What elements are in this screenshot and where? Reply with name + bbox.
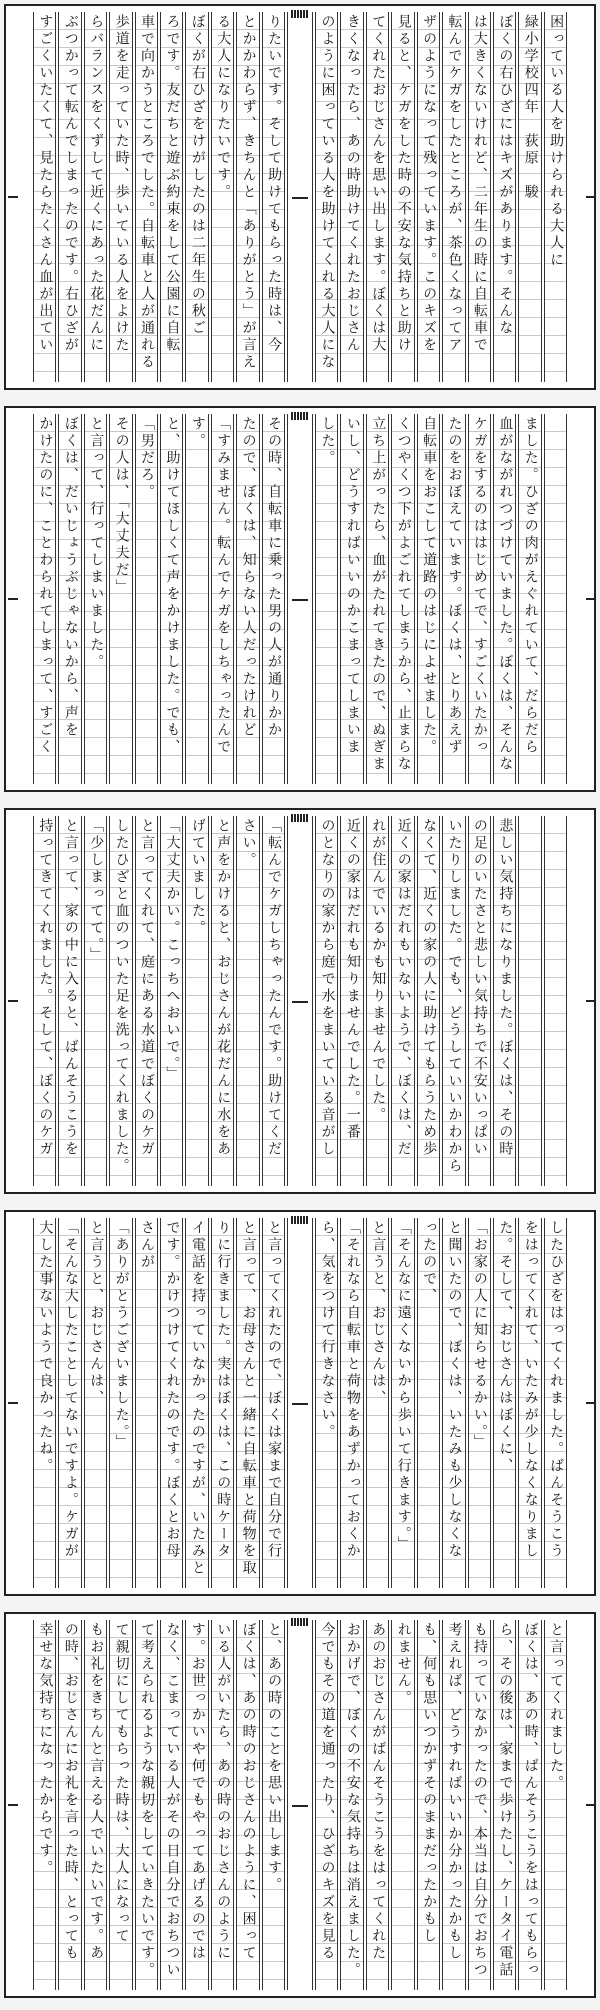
column-text: らバランスをくずして近くにあった花だんに xyxy=(88,14,105,354)
column-text: と言って、家の中に入ると、ばんそうこうを xyxy=(62,818,79,1158)
column-text: 車で向かうところでした。自転車と人が通れる xyxy=(139,14,156,371)
column-text: りたいです。そして助けてもらった時は、今 xyxy=(266,14,283,354)
column-text: も、何も思いつかずそのままだったかもし xyxy=(421,1622,438,1945)
manuscript-column xyxy=(262,414,285,784)
column-text: ました。ひざの肉がえぐれていて、だらだら xyxy=(522,416,539,756)
manuscript-column xyxy=(58,1218,81,1588)
center-gutter xyxy=(287,816,313,1186)
column-text: のとなりの家から庭で水をまいている音がし xyxy=(319,818,336,1158)
manuscript-column xyxy=(211,816,234,1186)
manuscript-column xyxy=(391,816,414,1186)
column-text: ケガをするのははじめてで、すごくいたかっ xyxy=(471,416,488,756)
manuscript-column xyxy=(366,414,389,784)
manuscript-column xyxy=(315,12,338,382)
column-text: おかげで、ぼくの不安な気持ちは消えました。 xyxy=(344,1622,361,1979)
column-text: 「男だろ。 xyxy=(139,416,156,501)
column-text: 近くの家はだれもいないようで、ぼくは、だ xyxy=(395,818,412,1158)
column-text: ぼくは、あの時のおじさんのように、困って xyxy=(240,1622,257,1962)
manuscript-column xyxy=(544,12,567,382)
manuscript-column xyxy=(518,1218,541,1588)
manuscript-sheet xyxy=(4,1612,596,1998)
manuscript-column xyxy=(109,414,132,784)
manuscript-column xyxy=(160,12,183,382)
column-text: 「お家の人に知らせるかい。」 xyxy=(471,1220,488,1451)
column-text: くつやくつ下がよごれてしまうから、止まらな xyxy=(395,416,412,773)
manuscript-column xyxy=(84,12,107,382)
manuscript-column xyxy=(366,816,389,1186)
manuscript-column xyxy=(109,1218,132,1588)
column-text: きくなったら、あの時助けてくれたおじさん xyxy=(344,14,361,354)
manuscript-column xyxy=(442,12,465,382)
column-text: ぼくは、だいじょうぶじゃないから、声を xyxy=(62,416,79,739)
column-text: ったので、 xyxy=(421,1220,438,1305)
column-text: その人は、「大丈夫だ」 xyxy=(113,416,130,596)
column-text: と聞いたので、ぼくは、いたみも少しなくな xyxy=(446,1220,463,1560)
column-text: てくれたおじさんを思い出します。ぼくは大 xyxy=(370,14,387,354)
manuscript-column xyxy=(135,1620,158,1990)
column-text: と言うと、おじさんは、 xyxy=(370,1220,387,1407)
column-text: 近くの家はだれも知りませんでした。一番 xyxy=(344,818,361,1141)
manuscript-column xyxy=(468,1620,491,1990)
manuscript-column xyxy=(33,414,56,784)
column-text: したひざと血のついた足を洗ってくれました。 xyxy=(113,818,130,1175)
manuscript-column xyxy=(442,816,465,1186)
manuscript-column xyxy=(58,414,81,784)
binding-mark xyxy=(586,598,596,600)
manuscript-column xyxy=(391,414,414,784)
column-text: と言ってくれました。 xyxy=(548,1622,565,1792)
column-text: のように困っている人を助けてくれる大人にな xyxy=(319,14,336,371)
column-text: です。かけつけてくれたのです。ぼくとお母 xyxy=(164,1220,181,1560)
manuscript-column xyxy=(493,12,516,382)
column-text: と言って、行ってしまいました。 xyxy=(88,416,105,671)
manuscript-column xyxy=(236,1620,259,1990)
column-text: ぼくの右ひざにはキズがあります。そんな xyxy=(497,14,514,337)
manuscript-column xyxy=(544,816,567,1186)
manuscript-column xyxy=(84,1218,107,1588)
column-text: げていました。 xyxy=(189,818,206,937)
gutter-mark xyxy=(292,599,308,601)
manuscript-column xyxy=(518,12,541,382)
column-text: 自転車をおこして道路のはじによせました。 xyxy=(421,416,438,756)
manuscript-column xyxy=(468,12,491,382)
binding-mark xyxy=(586,1804,596,1806)
gutter-mark xyxy=(292,1403,308,1405)
manuscript-column xyxy=(211,12,234,382)
manuscript-column xyxy=(262,12,285,382)
manuscript-column xyxy=(185,816,208,1186)
gutter-ornament xyxy=(291,1618,309,1626)
manuscript-column xyxy=(236,816,259,1186)
column-text: 「そんなに遠くないから歩いて行きます。」 xyxy=(395,1220,412,1553)
manuscript-column xyxy=(33,816,56,1186)
gutter-ornament xyxy=(291,1216,309,1224)
column-text: て考えられるような親切をしていきたいです。 xyxy=(139,1622,156,1979)
manuscript-column xyxy=(417,1218,440,1588)
center-gutter xyxy=(287,1620,313,1990)
column-text: 「大丈夫かい。こっちへおいで。」 xyxy=(164,818,181,1083)
column-text: 「すみません。転んでケガをしちゃったんで xyxy=(215,416,232,756)
column-text: と、助けてほしくて声をかけました。でも、 xyxy=(164,416,181,756)
manuscript-column xyxy=(493,1218,516,1588)
manuscript-column xyxy=(340,12,363,382)
column-text: れが住んでいるかも知りませんでした。 xyxy=(370,818,387,1124)
column-text: なく、こまっている人がその日自分でおちつい xyxy=(164,1622,181,1979)
manuscript-column xyxy=(160,1620,183,1990)
manuscript-column xyxy=(340,1620,363,1990)
gutter-ornament xyxy=(291,814,309,822)
manuscript-column xyxy=(211,1620,234,1990)
column-text: す。 xyxy=(189,416,206,450)
binding-mark xyxy=(586,196,596,198)
column-grid xyxy=(32,1620,568,1990)
manuscript-column xyxy=(391,12,414,382)
column-text: ら、気をつけて行きなさい。 xyxy=(319,1220,336,1441)
column-text: たのをおぼえています。ぼくは、とりあえず xyxy=(446,416,463,756)
manuscript-column xyxy=(84,1620,107,1990)
column-text: いたりしました。でも、どうしていいかわから xyxy=(446,818,463,1175)
gutter-mark xyxy=(292,1001,308,1003)
column-text: 「そんな大したことしてないですよ。ケガが xyxy=(62,1220,79,1560)
column-text: りに行きました。実はぼくは、この時ケータ xyxy=(215,1220,232,1560)
column-text: ぼくが右ひざをけがしたのは二年生の秋ご xyxy=(189,14,206,337)
binding-mark xyxy=(8,1402,18,1404)
column-text: すごくいたくて、見たらたくさん血が出てい xyxy=(37,14,54,354)
gutter-ornament xyxy=(291,412,309,420)
manuscript-column xyxy=(518,414,541,784)
column-text: したひざをはってくれました。ばんそうこう xyxy=(548,1220,565,1560)
manuscript-column xyxy=(417,816,440,1186)
manuscript-column xyxy=(366,1620,389,1990)
column-text: さい。 xyxy=(240,818,257,869)
column-text: 「転んでケガしちゃったんです。助けてくだ xyxy=(266,818,283,1158)
column-text: 困っている人を助けられる大人に xyxy=(548,14,565,269)
manuscript-column xyxy=(109,12,132,382)
column-text: と言ってくれたので、ぼくは家まで自分で行 xyxy=(266,1220,283,1560)
center-gutter xyxy=(287,12,313,382)
column-text: いる人がいたら、あの時のおじさんのように xyxy=(215,1622,232,1962)
column-text: なくて、近くの家の人に助けてもらうため歩 xyxy=(421,818,438,1158)
manuscript-column xyxy=(417,12,440,382)
manuscript-column xyxy=(417,414,440,784)
column-text: 持ってきてくれました。そして、ぼくのケガ xyxy=(37,818,54,1158)
manuscript-column xyxy=(262,1218,285,1588)
manuscript-column xyxy=(315,1620,338,1990)
manuscript-column xyxy=(33,12,56,382)
binding-mark xyxy=(8,196,18,198)
column-text: ら、その後は、家まで歩けたし、ケータイ電話 xyxy=(497,1622,514,1979)
manuscript-column xyxy=(135,816,158,1186)
manuscript-column xyxy=(493,816,516,1186)
column-text: 血がながれつづけていました。ぼくは、そんな xyxy=(497,416,514,773)
column-text: をはってくれて、いたみが少しなくなりまし xyxy=(522,1220,539,1560)
column-text: 転んでケガをしたところが、茶色くなってア xyxy=(446,14,463,354)
manuscript-column xyxy=(518,816,541,1186)
manuscript-column xyxy=(33,1218,56,1588)
manuscript-sheet xyxy=(4,808,596,1194)
manuscript-column xyxy=(442,1620,465,1990)
manuscript-sheet xyxy=(4,406,596,792)
gutter-mark xyxy=(292,1805,308,1807)
column-text: 見ると、ケガをした時の不安な気持ちと助け xyxy=(395,14,412,354)
manuscript-column xyxy=(340,816,363,1186)
column-text: て親切にしてもらった時は、大人になって xyxy=(113,1622,130,1945)
column-text: 歩道を走っていた時、歩いている人をよけた xyxy=(113,14,130,354)
manuscript-column xyxy=(84,816,107,1186)
column-text: かけたのに、ことわられてしまって、すごく xyxy=(37,416,54,756)
manuscript-column xyxy=(315,414,338,784)
column-grid xyxy=(32,414,568,784)
manuscript-column xyxy=(391,1218,414,1588)
column-text: 今でもその道を通ったり、ひざのキズを見る xyxy=(319,1622,336,1962)
column-text: ザのようになって残っています。このキズを xyxy=(421,14,438,354)
manuscript-column xyxy=(33,1620,56,1990)
manuscript-column xyxy=(135,1218,158,1588)
column-text: 大した事ないようで良かったね。 xyxy=(37,1220,54,1475)
column-text: ぶつかって転んでしまったのです。右ひざが xyxy=(62,14,79,354)
column-text: る大人になりたいです。 xyxy=(215,14,232,201)
column-text: と言って、お母さんと一緒に自転車と荷物を取 xyxy=(240,1220,257,1577)
manuscript-column xyxy=(160,1218,183,1588)
manuscript-column xyxy=(340,414,363,784)
manuscript-column xyxy=(544,1218,567,1588)
manuscript-column xyxy=(493,414,516,784)
manuscript-column xyxy=(58,12,81,382)
column-text: す。お世っかいや何でもやってあげるのでは xyxy=(189,1622,206,1962)
column-text: とかかわらず、きちんと「ありがとう」が言え xyxy=(240,14,257,371)
binding-mark xyxy=(8,1804,18,1806)
manuscript-column xyxy=(366,12,389,382)
manuscript-column xyxy=(315,1218,338,1588)
binding-mark xyxy=(586,1000,596,1002)
manuscript-column xyxy=(185,414,208,784)
column-grid xyxy=(32,816,568,1186)
column-text: と言ってくれて、庭にある水道でぼくのケガ xyxy=(139,818,156,1158)
manuscript-column xyxy=(58,816,81,1186)
column-text: 「ありがとうございました。」 xyxy=(113,1220,130,1451)
manuscript-column xyxy=(58,1620,81,1990)
column-text: の足のいたさと悲しい気持ちで不安いっぱい xyxy=(471,818,488,1158)
column-text: と言うと、おじさんは、 xyxy=(88,1220,105,1407)
manuscript-column xyxy=(493,1620,516,1990)
column-text: 幸せな気持ちになったからです。 xyxy=(37,1622,54,1877)
manuscript-column xyxy=(185,12,208,382)
column-text: たので、ぼくは、知らない人だったけれど xyxy=(240,416,257,739)
column-text: 「少しまってて。」 xyxy=(88,818,105,964)
column-grid xyxy=(32,12,568,382)
manuscript-column xyxy=(468,816,491,1186)
column-text: もお礼をきちんと言える人でいたいです。あ xyxy=(88,1622,105,1962)
column-text: と声をかけると、おじさんが花だんに水をあ xyxy=(215,818,232,1158)
manuscript-column xyxy=(185,1218,208,1588)
column-text: の時、おじさんにお礼を言った時、とっても xyxy=(62,1622,79,1962)
column-text: ぼくは、あの時、ばんそうこうをはってもらっ xyxy=(522,1622,539,1979)
manuscript-column xyxy=(391,1620,414,1990)
manuscript-column xyxy=(160,414,183,784)
column-text: イ電話を持っていなかったのですが、いたみと xyxy=(189,1220,206,1577)
column-text: 考えれば、どうすればいいか分かったかもし xyxy=(446,1622,463,1962)
manuscript-column xyxy=(109,816,132,1186)
column-text: した。 xyxy=(319,416,336,467)
column-text: 立ち上がったら、血がたれてきたので、ぬぎま xyxy=(370,416,387,773)
manuscript-column xyxy=(366,1218,389,1588)
column-text: も持っていなかったので、本当は自分でおちつ xyxy=(471,1622,488,1979)
binding-mark xyxy=(586,1402,596,1404)
manuscript-column xyxy=(135,12,158,382)
manuscript-column xyxy=(544,1620,567,1990)
gutter-mark xyxy=(292,197,308,199)
manuscript-column xyxy=(236,12,259,382)
column-text: と、あの時のことを思い出します。 xyxy=(266,1622,283,1894)
manuscript-column xyxy=(236,414,259,784)
manuscript-column xyxy=(518,1620,541,1990)
manuscript-column xyxy=(442,1218,465,1588)
column-text: 悲しい気持ちになりました。ぼくは、その時 xyxy=(497,818,514,1158)
column-text: 「それなら自転車と荷物をあずかっておくか xyxy=(344,1220,361,1560)
binding-mark xyxy=(8,1000,18,1002)
manuscript-column xyxy=(211,1218,234,1588)
manuscript-column xyxy=(468,414,491,784)
column-text: れません。 xyxy=(395,1622,412,1707)
column-text: さんが xyxy=(139,1220,156,1271)
manuscript-column xyxy=(417,1620,440,1990)
manuscript-column xyxy=(544,414,567,784)
center-gutter xyxy=(287,1218,313,1588)
manuscript-column xyxy=(109,1620,132,1990)
manuscript-column xyxy=(135,414,158,784)
manuscript-column xyxy=(262,816,285,1186)
manuscript-column xyxy=(160,816,183,1186)
manuscript-column xyxy=(315,816,338,1186)
manuscript-column xyxy=(442,414,465,784)
manuscript-column xyxy=(262,1620,285,1990)
column-text: は大きくないけれど、二年生の時に自転車で xyxy=(471,14,488,354)
column-text: いし、どうすればいいのかこまってしまいま xyxy=(344,416,361,756)
manuscript-column xyxy=(340,1218,363,1588)
manuscript-column xyxy=(185,1620,208,1990)
column-text: 緑小学校四年 荻原 駿 xyxy=(522,14,539,201)
column-text: あのおじさんがばんそうこうをはってくれた xyxy=(370,1622,387,1962)
manuscript-sheet xyxy=(4,1210,596,1596)
column-text: その時、自転車に乗った男の人が通りかか xyxy=(266,416,283,739)
manuscript-column xyxy=(236,1218,259,1588)
column-text: た。そして、おじさんはぼくに、 xyxy=(497,1220,514,1475)
manuscript-column xyxy=(211,414,234,784)
manuscript-column xyxy=(84,414,107,784)
manuscript-column xyxy=(468,1218,491,1588)
manuscript-sheet xyxy=(4,4,596,390)
binding-mark xyxy=(8,598,18,600)
column-grid xyxy=(32,1218,568,1588)
column-text: ろです。友だちと遊ぶ約束をして公園に自転 xyxy=(164,14,181,354)
center-gutter xyxy=(287,414,313,784)
gutter-ornament xyxy=(291,10,309,18)
